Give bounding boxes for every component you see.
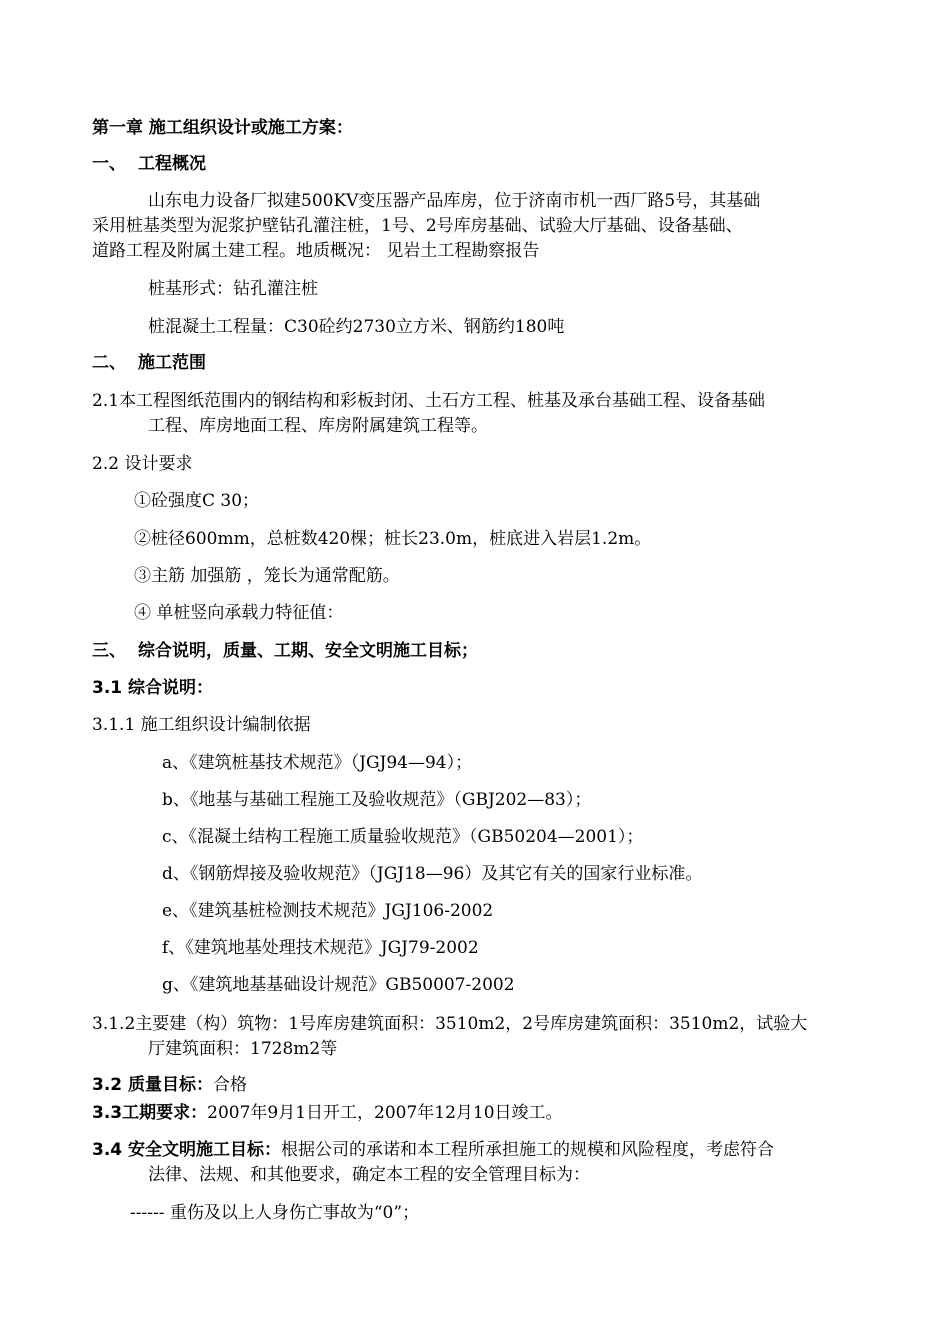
chapter-title: 第一章 施工组织设计或施工方案：: [92, 118, 353, 138]
scope-line-2: 工程、库房地面工程、库房附属建筑工程等。: [148, 416, 488, 436]
reference-item: e、《建筑基桩检测技术规范》JGJ106-2002: [162, 901, 494, 921]
pile-type: 桩基形式：钻孔灌注桩: [148, 279, 318, 299]
section-2-number: 二、: [92, 353, 126, 373]
requirement-2: ②桩径600mm，总桩数420棵；桩长23.0m，桩底进入岩层1.2m。: [134, 529, 652, 549]
reference-item: c、《混凝土结构工程施工质量验收规范》（GB50204—2001）；: [162, 827, 644, 847]
schedule-requirement-value: 2007年9月1日开工，2007年12月10日竣工。: [207, 1103, 563, 1123]
reference-item: g、《建筑地基基础设计规范》GB50007-2002: [162, 975, 515, 995]
section-1-heading: 工程概况: [138, 154, 206, 174]
overview-line-3: 道路工程及附属土建工程。地质概况： 见岩土工程勘察报告: [92, 241, 540, 261]
schedule-requirement: [92, 1102, 563, 1124]
requirement-1: ①砼强度C 30；: [134, 491, 260, 511]
section-3-heading: 综合说明，质量、工期、安全文明施工目标；: [138, 641, 478, 661]
safety-target-line-1: [92, 1139, 774, 1161]
main-buildings-line-2: 厅建筑面积：1728m2等: [148, 1039, 338, 1059]
schedule-requirement-label: 3.3工期要求：: [92, 1103, 208, 1123]
safety-target-label: 3.4 安全文明施工目标：: [92, 1140, 282, 1160]
section-2-heading: 施工范围: [138, 353, 206, 373]
reference-item: f、《建筑地基处理技术规范》JGJ79-2002: [162, 938, 479, 958]
section-1-number: 一、: [92, 154, 126, 174]
reference-item: a、《建筑桩基技术规范》（JGJ94—94）；: [162, 753, 473, 773]
overview-line-2: 采用桩基类型为泥浆护壁钻孔灌注桩，1号、2号库房基础、试验大厅基础、设备基础、: [92, 216, 743, 236]
quality-target-label: 3.2 质量目标：: [92, 1075, 214, 1095]
safety-target-line-2: 法律、法规、和其他要求，确定本工程的安全管理目标为：: [148, 1165, 590, 1185]
quality-target: [92, 1074, 247, 1096]
section-3-number: 三、: [92, 641, 126, 661]
reference-item: b、《地基与基础工程施工及验收规范》（GBJ202—83）；: [162, 790, 592, 810]
requirement-4: ④ 单桩竖向承载力特征值：: [134, 603, 344, 623]
quality-target-value: 合格: [213, 1075, 248, 1095]
main-buildings-line-1: 3.1.2主要建（构）筑物：1号库房建筑面积：3510m2，2号库房建筑面积：3510m2，试验大: [92, 1014, 808, 1034]
scope-line-1: 2.1本工程图纸范围内的钢结构和彩板封闭、土石方工程、桩基及承台基础工程、设备基础: [92, 391, 766, 411]
requirement-3: ③主筋 加强筋 ，笼长为通常配筋。: [134, 566, 400, 586]
concrete-quantity: 桩混凝土工程量：C30砼约2730立方米、钢筋约180吨: [148, 317, 565, 337]
safety-target-value: 根据公司的承诺和本工程所承担施工的规模和风险程度，考虑符合: [281, 1140, 775, 1160]
subsection-3-1: 3.1 综合说明：: [92, 678, 214, 698]
overview-line-1: 山东电力设备厂拟建500KV变压器产品库房，位于济南市机一西厂路5号，其基础: [148, 191, 761, 211]
safety-goal-1: ------ 重伤及以上人身伤亡事故为“0”；: [130, 1203, 420, 1223]
reference-item: d、《钢筋焊接及验收规范》（JGJ18—96）及其它有关的国家行业标准。: [162, 864, 703, 884]
subsection-3-1-1: 3.1.1 施工组织设计编制依据: [92, 715, 311, 735]
design-requirements-heading: 2.2 设计要求: [92, 454, 193, 474]
